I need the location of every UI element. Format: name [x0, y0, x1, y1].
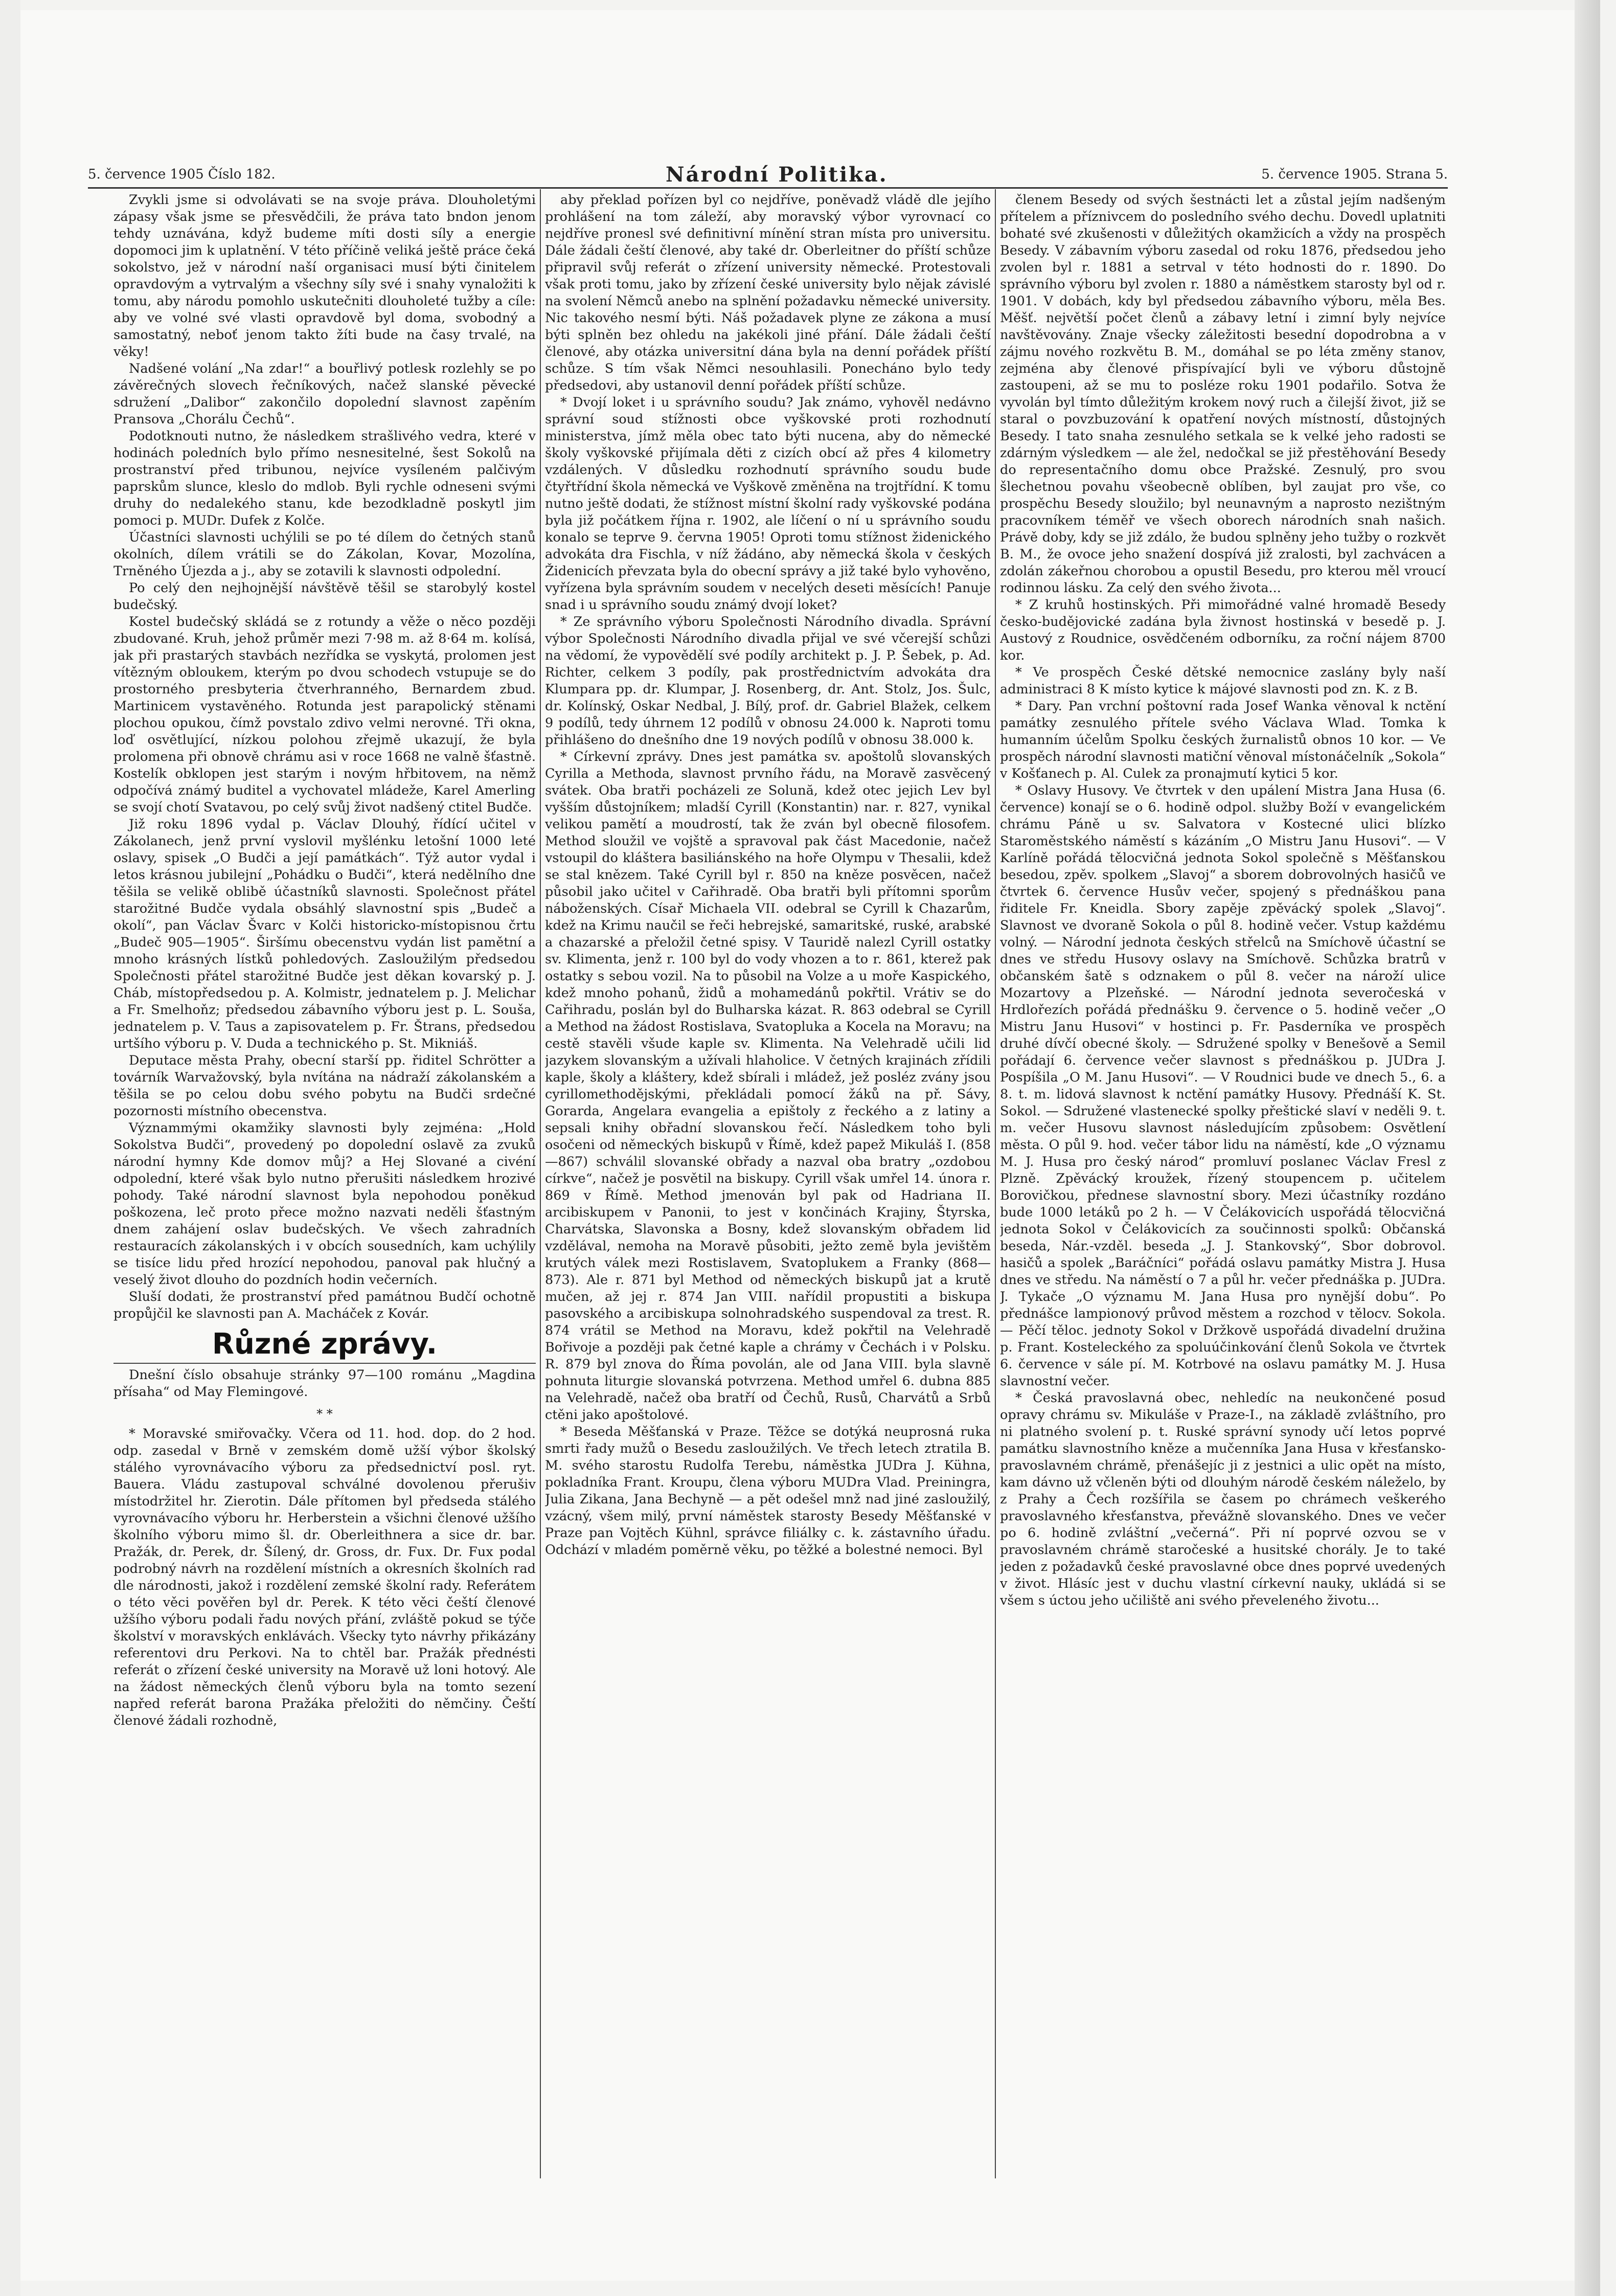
news-item: * Dary. Pan vrchní poštovní rada Josef Wanka věnoval k nctění památky zesnulého přítele svého Václava Wlad. Tomka k humanním účelům Spolku českých žurnalistů obnos 10 kor. — Ve prospěch národní slavnosti matiční věnoval místonáčelník „Sokola“ v Košťanech p. Al. Culek za pronajmutí kytici 5 kor. [1000, 699, 1446, 781]
column-1 [113, 192, 536, 2176]
paragraph: Účastníci slavnosti uchýlili se po té dílem do četných stanů okolních, dílem vrátili se do Zákolan, Kovar, Mozolína, Trněného Újezda a j., aby se zotavili k slavnosti odpolední. [113, 530, 536, 579]
paragraph: Podotknouti nutno, že následkem strašlivého vedra, které v hodinách poledních bylo přímo nesnesitelné, šest Sokolů na prostranství před tribunou, nejvíce vysíleném palčivým paprskům slunce, kleslo do mdlob. Byli rychle odneseni svými druhy do nedalekého stanu, kde bezodkladně poskytl jim pomoci p. MUDr. Dufek z Kolče. [113, 429, 536, 528]
paragraph: Sluší dodati, že prostranství před památnou Budčí ochotně propůjčil ke slavnosti pan A. Macháček z Kovár. [113, 1289, 536, 1321]
section-heading: Různé zprávy. [212, 1327, 438, 1361]
section-divider: * * [316, 1407, 333, 1421]
news-item: * Oslavy Husovy. Ve čtvrtek v den upálení Mistra Jana Husa (6. července) konají se o 6. hodině odpol. služby Boží v evangelickém chrámu Páně u sv. Salvatora v Kostecné ulici blízko Staroměstského náměstí s kázáním „O Mistru Janu Husovi“. — V Karlíně pořádá tělocvičná jednota Sokol společně s Měšťanskou besedou, zpěv. spolkem „Slavoj“ a sborem dobrovolných hasičů ve čtvrtek 6. července Husův večer, spojený s přednáškou pana řiditele Fr. Kneidla. Sbory zapěje zpěvácký spolek „Slavoj“. Slavnost ve dvoraně Sokola o půl 8. hodině večer. Vstup každému volný. — Národní jednota českých střelců na Smíchově účastní se dnes ve středu Husovy oslavy na Smíchově. Schůzka bratrů v občanském šatě s odznakem o půl 8. večer na nároží ulice Mozartovy a Plzeňské. — Národní jednota severočeská v Hrdlořezích pořádá přednášku 9. července o 5. hodině večer „O Mistru Janu Husovi“ v hostinci p. Fr. Pasderníka ve prospěch druhé dívčí obecné školy. — Sdružené spolky v Benešově a Semil pořádají 6. července večer slavnost s přednáškou p. JUDra J. Pospíšila „O M. Janu Husovi“. — V Roudnici bude ve dnech 5., 6. a 8. t. m. lidová slavnost k nctění památky Husovy. Přednáší K. St. Sokol. — Sdružené vlastenecké spolky přeštické slaví v neděli 9. t. m. večer Husovu slavnost následujícím způsobem: Osvětlení města. O půl 9. hod. večer tábor lidu na náměstí, kde „O významu M. J. Husa pro český národ“ promluví poslanec Václav Fresl z Plzně. Zpěvácký kroužek, řízený stoupencem p. učitelem Borovičkou, přednese slavnostní sbory. Mezi účastníky rozdáno bude 1000 letáků po 2 h. — V Čelákovicích uspořádá tělocvičná jednota Sokol v Čelákovicích za součinnosti spolků: Občanská beseda, Nár.-vzděl. beseda „J. J. Stankovský“, Sbor dobrovol. hasičů a spolek „Baráčníci“ pořádá oslavu památky Mistra J. Husa dnes ve středu. Na náměstí o 7 a půl hr. večer přednáška p. JUDra. J. Tykače „O významu M. Jana Husa pro nynější dobu“. Po přednášce lampionový průvod městem a rozchod v tělocv. Sokola. — Pěčí těloc. jednoty Sokol v Držkově uspořádá divadelní družina p. Frant. Kosteleckého za spoluúčinkování členů Sokola ve čtvrtek 6. července v sále pí. M. Kotrbové na oslavu památky M. J. Husa slavnostní večer. [1000, 783, 1446, 1389]
column-3 [1000, 192, 1446, 2176]
masthead-title: Národní Politika. [666, 163, 888, 187]
header-date-issue: 5. července 1905 Číslo 182. [88, 167, 276, 182]
news-item: * Česká pravoslavná obec, nehledíc na neukončené posud opravy chrámu sv. Mikuláše v Praze-I., na základě zvláštního, pro ni platného svolení p. t. Ruské správní synody učí letos poprvé památku slavnostního kněze a mučenníka Jana Husa v křesťansko-pravoslavném chrámě, přenášejíc ji z jestnici a ulic opět na místo, kam dávno už včleněn býti od dlouhým národě českém náleželo, by z Prahy a Čech rozšířila se časem po chrámech veškerého pravoslavného křesťanstva, převážně slovanského. Dnes ve večer po 6. hodině zvláštní „večerná“. Při ní poprvé ozvou se v pravoslavném chrámě staročeské a husitské chorály. Je to také jeden z požadavků české pravoslavné obce dnes poprvé uvedených v život. Hlásíc jest v duchu vlastní církevní nauky, ukládá si se všem s úctou jeho učiliště ani svého převeleného životu... [1000, 1390, 1446, 1608]
news-item: * Ze správního výboru Společnosti Národního divadla. Správní výbor Společnosti Národního divadla přijal ve své včerejší schůzi na vědomí, že vypovědělí své podíly architekt p. J. P. Šebek, p. Ad. Richter, celkem 3 podíly, pak prostřednictvím advokáta dra Klumpara pp. dr. Klumpar, J. Rosenberg, dr. Ant. Stolz, Jos. Šulc, dr. Kolínský, Oskar Nedbal, J. Bílý, prof. dr. Gabriel Blažek, celkem 9 podílů, tedy úhrnem 12 podílů v obnosu 24.000 k. Naproti tomu přihlášeno do dnešního dne 19 nových podílů v obnosu 38.000 k. [545, 614, 991, 748]
scan-left-margin [0, 0, 20, 2296]
paragraph: Nadšené volání „Na zdar!“ a bouřlivý potlesk rozlehly se po závěrečných slovech řečníkových, načež slanské pěvecké sdružení „Dalibor“ zakončilo dopolední slavnost zapěním Pransova „Chorálu Čechů“. [113, 361, 536, 427]
header-rule [88, 187, 1448, 189]
section-rule [113, 1363, 536, 1364]
paragraph: Již roku 1896 vydal p. Václav Dlouhý, řídící učitel v Zákolanech, jenž první vyslovil myšlénku letošní 1000 leté oslavy, spisek „O Budči a její památkách“. Týž autor vydal i letos krásnou jubilejní „Pohádku o Budči“, která nedělního dne těšila se velikě oblibě účastníků slavnosti. Společnost přátel starožitné Budče vydala obsáhlý slavnostní spis „Budeč a okolí“, pan Václav Švarc v Kolči historicko-místopisnou črtu „Budeč 905—1905“. Širšímu obecenstvu vydán list pamětní a mnoho krásných lístků pohledových. Zasloužilým předsedou Společnosti přátel starožitné Budče jest děkan kovarský p. J. Cháb, místopředsedou p. A. Kolmistr, jednatelem p. J. Melichar a Fr. Smelhoňz; předsedou zábavního výboru jest p. L. Souša, jednatelem p. V. Taus a zapisovatelem p. Fr. Štrans, předsedou urtšího výboru p. V. Duda a technického p. St. Mikniáš. [113, 817, 536, 1051]
paragraph: Po celý den nejhojnější návštěvě těšil se starobylý kostel budečský. [113, 580, 536, 613]
page-header [88, 163, 1448, 187]
column-2 [545, 192, 991, 2176]
header-date-page: 5. července 1905. Strana 5. [1261, 167, 1448, 182]
column-separator [540, 189, 541, 2178]
paragraph: Kostel budečský skládá se z rotundy a věže o něco později zbudované. Kruh, jehož průměr mezi 7·98 m. až 8·64 m. kolísá, jak při prastarých stavbách nezřídka se vyskytá, prolomen jest vítězným obloukem, kterým po dvou schodech vstupuje se do prostorného presbyteria čtverhranného, Bernardem zbud. Martinicem vystavěného. Rotunda jest parapolický stěnami plochou opukou, čímž povstalo zdivo velmi nerovné. Tři okna, loď osvětlující, nízkou polohou zřejmě ukazují, že byla prolomena při obnově chrámu asi v roce 1668 ne valně šťastně. Kostelík obklopen jest starým i novým hřbitovem, na němž odpočívá známý buditel a vychovatel mládeže, Karel Amerling se svojí chotí Svatavou, po celý svůj život nadšený ctitel Budče. [113, 614, 536, 815]
news-item: * Církevní zprávy. Dnes jest památka sv. apoštolů slovanských Cyrilla a Methoda, slavnost prvního řádu, na Moravě zasvěcený svátek. Oba bratři pocházeli ze Solună, kdež otec jejich Lev byl vyšším důstojníkem; mladší Cyrill (Konstantin) nar. r. 827, vynikal velikou pamětí a moudrostí, tak že zván byl obecně filosofem. Method sloužil ve vojště a spravoval pak část Macedonie, načež vstoupil do kláštera basiliánského na hoře Olympu v Thesalii, kdež se stal knězem. Také Cyrill byl r. 850 na kněze posvěcen, načež působil jako učitel v Cařihradě. Oba bratři byli přítomni sporům náboženských. Císař Michaela VII. odebral se Cyrill k Chazarům, kdež na Krimu naučil se řeči hebrejské, samaritské, ruské, arabské a chazarské a přeložil četné spisy. V Tauridě nalezl Cyrill ostatky sv. Klimenta, jenž r. 100 byl do vody vhozen a to r. 861, kterež pak ostatky s sebou vozil. Na to působil na Volze a u moře Kaspického, kdež mnoho pohanů, židů a mohamedánů pokřtil. Vrátiv se do Cařihradu, poslán byl do Bulharska kázat. R. 863 odebral se Cyrill a Method na žádost Rostislava, Svatopluka a Kocela na Moravu; na cestě stavěli všude kaple sv. Klimenta. Na Velehradě učili lid jazykem slovanským a užívali hlaholice. V četných krajinách zřídili kaple, školy a kláštery, kdež sbírali i mládež, jež posléz zvány jsou cyrillomethodějskými, překládali pomocí žáků na př. Sávy, Gorarda, Angelara evangelia a epištoly z řeckého a z latiny a sepsali knihy obřadní slovanskou řečí. Následkem toho byli osočeni od německých biskupů v Římě, kdež papež Mikuláš I. (858—867) schválil slovanské obřady a nazval oba bratry „ozdobou církve“, načež je posvětil na biskupy. Cyrill však umřel 14. února r. 869 v Římě. Method jmenován byl pak od Hadriana II. arcibiskupem v Panonii, to jest v končinách Krajiny, Štyrska, Charvátska, Slavonska a Bosny, kdež slovanským obřadem lid vzdělával, nemoha na Moravě působiti, ježto země byla jevištěm krutých válek mezi Rostislavem, Svatoplukem a Franky (868—873). Ale r. 871 byl Method od německých biskupů jat a krutě mučen, až jej r. 874 Jan VIII. nařídil propustiti a biskupa pasovského a arcibiskupa solnohradského suspendoval za trest. R. 874 vrátil se Method na Moravu, kdež pokřtil na Velehradě Bořivoje a později pak četné kaple a chrámy v Čechách i v Polsku. R. 879 byl znova do Říma povolán, ale od Jana VIII. byla slavně pohnuta liturgie slovanská potvrzena. Method umřel 6. dubna 885 na Velehradě, načež oba bratří od Čechů, Rusů, Charvátů a Srbů ctěni jako apoštolové. [545, 749, 991, 1423]
paragraph: Význammými okamžiky slavnosti byly zejména: „Hold Sokolstva Budči“, provedený po dopolední oslavě za zvuků národní hymny Kde domov můj? a Hej Slované a civéní odpolední, které však bylo nutno přerušiti následkem hrozivé pohody. Také národní slavnost byla nepohodou poněkud poškozena, leč proto přece možno nazvati neděli šťastným dnem zahájení oslav budečských. Ve všech zahradních restauracích zákolanských i v obcích sousedních, kam uchýlily se tisíce lidu před hrozící nepohodou, panoval pak hlučný a veselý život dlouho do pozdních hodin večerních. [113, 1120, 536, 1288]
paragraph: aby překlad pořízen byl co nejdříve, poněvadž vládě dle jejího prohlášení na tom záleží, aby moravský výbor vyrovnací co nejdříve pronesl své definitivní mínění stran místa pro universitu. Dále žádali čeští členové, aby také dr. Oberleitner do příští schůze připravil svůj referát o zřízení university německé. Protestovali však proti tomu, jako by zřízení české university bylo nějak závislé na svolení Němců anebo na splnění požadavku německé university. Nic takového nesmí býti. Náš požadavek plyne ze zákona a musí býti splněn bez ohledu na jakékoli jiné přání. Dále žádali čeští členové, aby otázka universitní dána byla na denní pořádek příští schůze. S tím však Němci nesouhlasili. Ponecháno bylo tedy předsedovi, aby ustanovil denní pořádek příští schůze. [545, 192, 991, 393]
news-item: * Ve prospěch České dětské nemocnice zaslány byly naší administraci 8 K místo kytice k májové slavnosti pod zn. K. z B. [1000, 665, 1446, 697]
column-separator [995, 189, 996, 2178]
scan-right-edge [1575, 0, 1600, 2296]
paragraph: Zvykli jsme si odvolávati se na svoje práva. Dlouholetými zápasy však jsme se přesvědčili, že práva tato bndon jenom tehdy uznávána, když budeme míti dosti síly a energie dopomoci jim k uplatnění. V této příčině veliká ještě práce čeká sokolstvo, jež v národní naší organisaci musí býti činitelem opravdovým a vytrvalým a všechny síly své i snahy vynaložiti k tomu, aby národu pomohlo uskutečniti dlouholeté tužby a cíle: aby ve volné své vlasti opravdově byl doma, svobodný a samostatný, neboť jenom takto žíti bude na časy trvalé, na věky! [113, 192, 536, 359]
paragraph: Deputace města Prahy, obecní starší pp. řiditel Schrötter a továrník Warvažovský, byla nvítána na nádraží zákolanském a těšila se po celou dobu svého pobytu na Budči srdečné pozornosti místního obecenstva. [113, 1053, 536, 1119]
paragraph: Dnešní číslo obsahuje stránky 97—100 románu „Magdina přísaha“ od May Flemingové. [113, 1367, 536, 1400]
news-item: * Beseda Měšťanská v Praze. Těžce se dotýká neuprosná ruka smrti řady mužů o Besedu zasloužilých. Ve třech letech ztratila B. M. svého starostu Rudolfa Terebu, náměstka JUDra J. Kühna, pokladníka Frant. Kroupu, člena výboru MUDra Vlad. Preiningra, Julia Zikana, Jana Bechyně — a pět odešel mnž nad jiné zasloužilý, vzácný, všem milý, první náměstek starosty Besedy Měšťanské v Praze pan Vojtěch Kühnl, správce filiálky c. k. zástavního úřadu. Odchází v mladém poměrně věku, po těžké a bolestné nemoci. Byl [545, 1424, 991, 1558]
news-item: * Moravské smiřovačky. Včera od 11. hod. dop. do 2 hod. odp. zasedal v Brně v zemském domě užší výbor školský stálého vyrovnávacího výboru za předsednictví posl. ryt. Bauera. Vládu zastupoval schválné dovolenou přerušiv místodržitel hr. Zierotin. Dále přítomen byl předseda stálého vyrovnávacího výboru hr. Herberstein a všichni členové užšího školního výboru mimo šl. dr. Oberleithnera a sice dr. bar. Pražák, dr. Perek, dr. Šílený, dr. Gross, dr. Fux. Dr. Fux podal podrobný návrh na rozdělení místních a okresních školních rad dle národnosti, jakož i rozdělení zemské školní rady. Referátem o této věci pověřen byl dr. Perek. K této věci čeští členové užšího výboru podali řadu nových přání, zvláště pokud se týče školství v moravských enklávách. Všecky tyto návrhy přikázány referentovi dru Perkovi. Na to chtěl bar. Pražák přednésti referát o zřízení české university na Moravě už loni hotový. Ale na žádost německých členů výboru byla na tomto sezení napřed referát barona Pražáka přeložiti do němčiny. Čeští členové žádali rozhodně, [113, 1426, 536, 1728]
news-item: * Z kruhů hostinských. Při mimořádné valné hromadě Besedy česko-budějovické zadána byla živnost hostinská v besedě p. J. Austový z Roudnice, osvědčeném odborníku, za roční nájem 8700 kor. [1000, 597, 1446, 663]
paragraph: členem Besedy od svých šestnácti let a zůstal jejím nadšeným přítelem a příznivcem do posledního svého dechu. Dovedl uplatniti bohaté své zkušenosti v důležitých okamžicích a vždy na prospěch Besedy. V zábavním výboru zasedal od roku 1876, předsedou jeho zvolen byl r. 1881 a setrval v této hodnosti do r. 1890. Do správního výboru byl zvolen r. 1880 a náměstkem starosty byl od r. 1901. V dobách, kdy byl předsedou zábavního výboru, měla Bes. Měšť. největší počet členů a zábavy letní i zimní byly nejvíce navštěvovány. Znaje všecky záležitosti besední dopodrobna a v zájmu nového rozkvětu B. M., domáhal se po léta změny stanov, zejména aby členové přispívající byli ve výboru důstojně zastoupeni, až se mu to posléze roku 1901 podařilo. Sotva že vyvolán byl tímto důležitým krokem nový ruch a čilejší život, již se staral o povzbuzování k opatření nových místností, důstojných Besedy. I tato snaha zesnulého setkala se k velké jeho radosti se zdárným výsledkem — ale žel, nedočkal se již přestěhování Besedy do representačního domu obce Pražské. Zesnulý, pro svou šlechetnou povahu všeobecně oblíben, byl zaujat pro vše, co prospěchu Besedy sloužilo; byl neunavným a naprosto nezištným pracovníkem téměř ve všech oborech národních snah našich. Právě doby, kdy se již zdálo, že budou splněny jeho tužby o rozkvět B. M., že ovoce jeho snažení dospívá již zralosti, byl zachvácen a zdolán zákeřnou chorobou a opustil Besedu, pro kterou měl vroucí rodinnou lásku. Za celý den svého života... [1000, 192, 1446, 596]
news-item: * Dvojí loket i u správního soudu? Jak známo, vyhověl nedávno správní soud stížnosti obce vyškovské proti rozhodnutí ministerstva, jímž měla obec tato býti nucena, aby do německé školy vyškovské přijímala děti z cizích obcí až přes 4 kilometry vzdálených. V důsledku rozhodnutí správního soudu bude čtyřtřídní škola německá ve Vyškově změněna na trojtřídní. K tomu nutno ještě dodati, že stížnost místní školní rady vyškovské podána byla již počátkem října r. 1902, ale líčení o ní u správního soudu konalo se teprve 9. června 1905! Oproti tomu stížnost židenického advokáta dra Fischla, v níž žádáno, aby německá škola v českých Židenicích převzata byla do obecní správy a již také bylo vyhověno, vyřízena byla správním soudem v necelých deseti měsících! Panuje snad i u správního soudu známý dvojí loket? [545, 395, 991, 613]
